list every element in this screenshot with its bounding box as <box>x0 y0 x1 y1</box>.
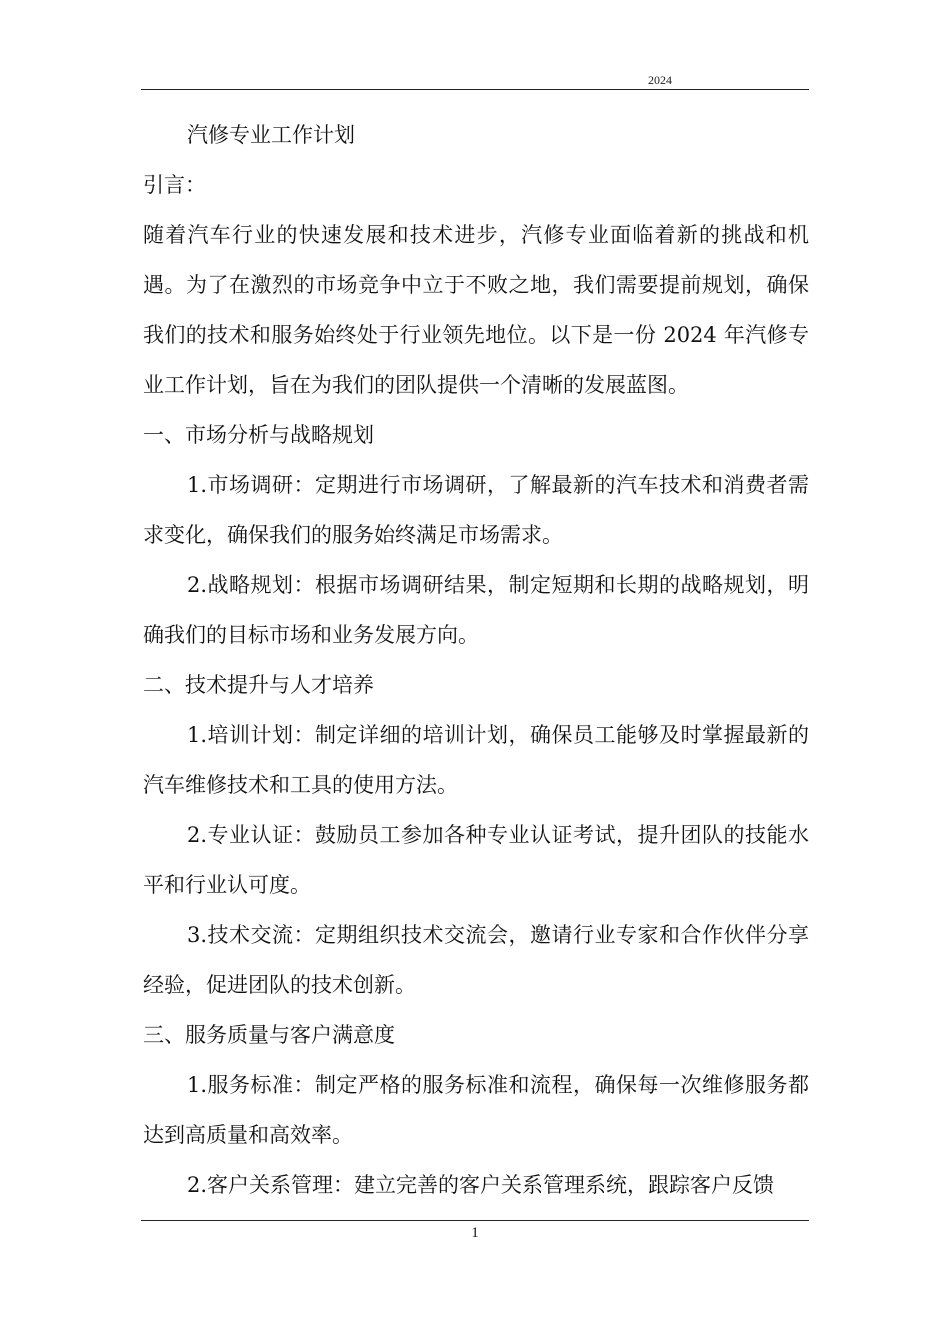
document-body <box>143 110 809 1210</box>
section-heading-1: 一、市场分析与战略规划 <box>143 423 374 447</box>
section-2-item-2: 2.专业认证：鼓励员工参加各种专业认证考试，提升团队的技能水平和行业认可度。 <box>143 823 809 897</box>
section-1-item-1: 1.市场调研：定期进行市场调研，了解最新的汽车技术和消费者需求变化，确保我们的服务始终满足市场需求。 <box>143 473 809 547</box>
section-2-item-1: 1.培训计划：制定详细的培训计划，确保员工能够及时掌握最新的汽车维修技术和工具的使用方法。 <box>143 723 809 797</box>
page-number: 1 <box>471 1225 479 1241</box>
footer-divider <box>141 1220 809 1221</box>
document-title: 汽修专业工作计划 <box>187 123 355 147</box>
section-3-item-1: 1.服务标准：制定严格的服务标准和流程，确保每一次维修服务都达到高质量和高效率。 <box>143 1073 809 1147</box>
section-heading-3: 三、服务质量与客户满意度 <box>143 1023 395 1047</box>
intro-heading: 引言： <box>143 173 206 197</box>
intro-paragraph: 随着汽车行业的快速发展和技术进步，汽修专业面临着新的挑战和机遇。为了在激烈的市场竞争中立于不败之地，我们需要提前规划，确保我们的技术和服务始终处于行业领先地位。以下是一份 2024 年汽修专业工作计划，旨在为我们的团队提供一个清晰的发展蓝图。 <box>143 223 809 397</box>
header-divider <box>141 89 809 90</box>
section-heading-2: 二、技术提升与人才培养 <box>143 673 374 697</box>
header-year: 2024 <box>648 73 672 87</box>
section-2-item-3: 3.技术交流：定期组织技术交流会，邀请行业专家和合作伙伴分享经验，促进团队的技术创新。 <box>143 923 809 997</box>
section-1-item-2: 2.战略规划：根据市场调研结果，制定短期和长期的战略规划，明确我们的目标市场和业务发展方向。 <box>143 573 809 647</box>
section-3-item-2: 2.客户关系管理：建立完善的客户关系管理系统，跟踪客户反馈 <box>187 1173 775 1197</box>
